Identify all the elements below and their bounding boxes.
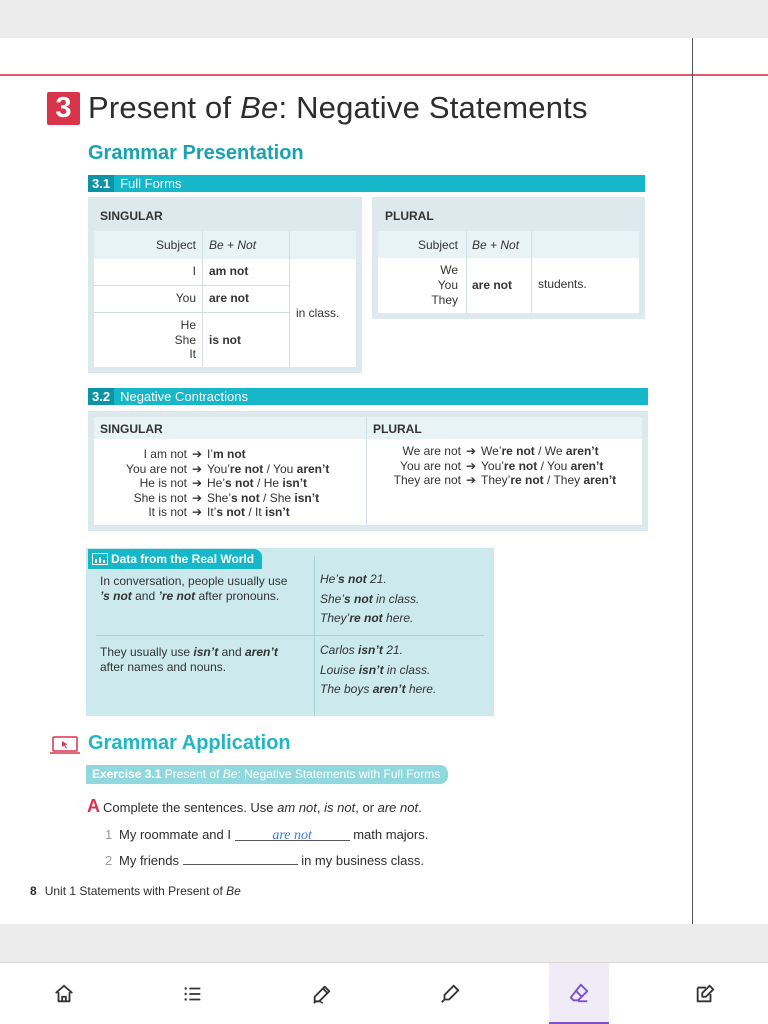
notes-button[interactable] [675, 963, 735, 1024]
col-subject: Subject [155, 238, 196, 252]
singular-header: SINGULAR [100, 422, 163, 436]
real-world-title: Data from the Real World [111, 552, 255, 566]
plural-header: PLURAL [373, 422, 422, 436]
subject-he-she-it: He She It [174, 318, 196, 361]
chapter-number-badge: 3 [47, 92, 80, 125]
verb-am-not: am not [209, 264, 249, 278]
full-forms-plural-table [372, 197, 645, 319]
section-number: 3.2 [88, 388, 114, 405]
real-world-rule-1: In conversation, people usually use ’s not and ’re not after pronouns. [100, 574, 288, 603]
home-button[interactable] [34, 963, 94, 1024]
contraction-row: It is not ➔ It’s not / It isn’t [148, 505, 290, 519]
page-gutter [692, 38, 693, 924]
plural-header: PLURAL [385, 209, 434, 223]
contraction-row: We are not ➔ We’re not / We aren’t [402, 444, 599, 458]
col-subject: Subject [417, 238, 458, 252]
contraction-row: She is not ➔ She’s not / She isn’t [133, 490, 320, 505]
grammar-presentation-heading: Grammar Presentation [88, 142, 304, 164]
home-icon [53, 983, 75, 1005]
answer-blank-2[interactable] [183, 851, 298, 865]
header-rule [0, 74, 768, 76]
section-band-3-1 [88, 175, 645, 192]
title-prefix: Present of [88, 90, 241, 125]
full-forms-singular-table [88, 197, 362, 373]
exercise-band: Exercise 3.1 Present of Be: Negative Statements with Full Forms [86, 765, 448, 784]
exercise-question-1: 1 My roommate and I are not math majors. [105, 827, 429, 843]
col-be-not: Be + Not [472, 238, 520, 252]
real-world-tab [88, 549, 262, 569]
complement-students: students. [538, 277, 587, 291]
book-page [0, 38, 768, 924]
verb-is-not: is not [209, 333, 241, 347]
highlighter-button[interactable] [420, 963, 480, 1024]
real-world-rule-2: They usually use isn’t and aren’t after names and nouns. [100, 645, 278, 674]
singular-header: SINGULAR [100, 209, 163, 223]
page-footer: 8 Unit 1 Statements with Present of Be [30, 884, 241, 898]
section-title: Full Forms [120, 176, 182, 191]
marker-icon [439, 983, 461, 1005]
section-band-3-2 [88, 388, 648, 405]
pen-tool-button[interactable] [292, 963, 352, 1024]
chapter-title-text [88, 90, 588, 126]
exercise-instructions: A Complete the sentences. Use am not, is not, or are not. [87, 796, 422, 816]
contraction-row: You are not ➔ You’re not / You aren’t [400, 458, 604, 473]
contraction-row: I am not ➔ I’m not [143, 447, 246, 461]
chapter-title [47, 90, 588, 126]
eraser-button[interactable] [549, 963, 609, 1024]
contraction-row: He is not ➔ He’s not / He isn’t [139, 476, 308, 490]
col-be-not: Be + Not [209, 238, 257, 252]
complement-in-class: in class. [296, 306, 340, 320]
bottom-toolbar [0, 962, 768, 1024]
subject-you: You [175, 291, 196, 305]
real-world-box [86, 548, 494, 716]
verb-are-not: are not [209, 291, 250, 305]
exercise-question-2: 2 My friends in my business class. [105, 853, 425, 868]
section-title: Negative Contractions [120, 389, 248, 404]
eraser-icon [568, 982, 590, 1004]
plural-contractions [367, 444, 642, 488]
contraction-row: You are not ➔ You’re not / You aren’t [126, 461, 330, 476]
section-number: 3.1 [88, 175, 114, 192]
contraction-row: They are not ➔ They’re not / They aren’t [393, 473, 617, 487]
real-world-examples-1: He’s not 21. She’s not in class. They’re not here. [320, 572, 420, 625]
laptop-icon [50, 736, 80, 754]
subject-we-you-they: We You They [431, 263, 458, 307]
title-suffix: : Negative Statements [278, 90, 588, 125]
verb-are-not: are not [472, 278, 513, 292]
negative-contractions-table [88, 411, 648, 531]
chart-icon [92, 553, 108, 565]
edit-note-icon [694, 983, 716, 1005]
list-icon [182, 983, 204, 1005]
grammar-application-heading: Grammar Application [88, 732, 291, 754]
singular-contractions [94, 447, 366, 520]
contents-button[interactable] [163, 963, 223, 1024]
answer-blank-1[interactable]: are not [235, 827, 350, 841]
page-number: 8 [30, 884, 37, 898]
title-be: Be [240, 90, 279, 125]
real-world-examples-2: Carlos isn’t 21. Louise isn’t in class. The boys aren’t here. [320, 643, 437, 696]
pen-icon [311, 983, 333, 1005]
subject-i: I [192, 264, 196, 278]
